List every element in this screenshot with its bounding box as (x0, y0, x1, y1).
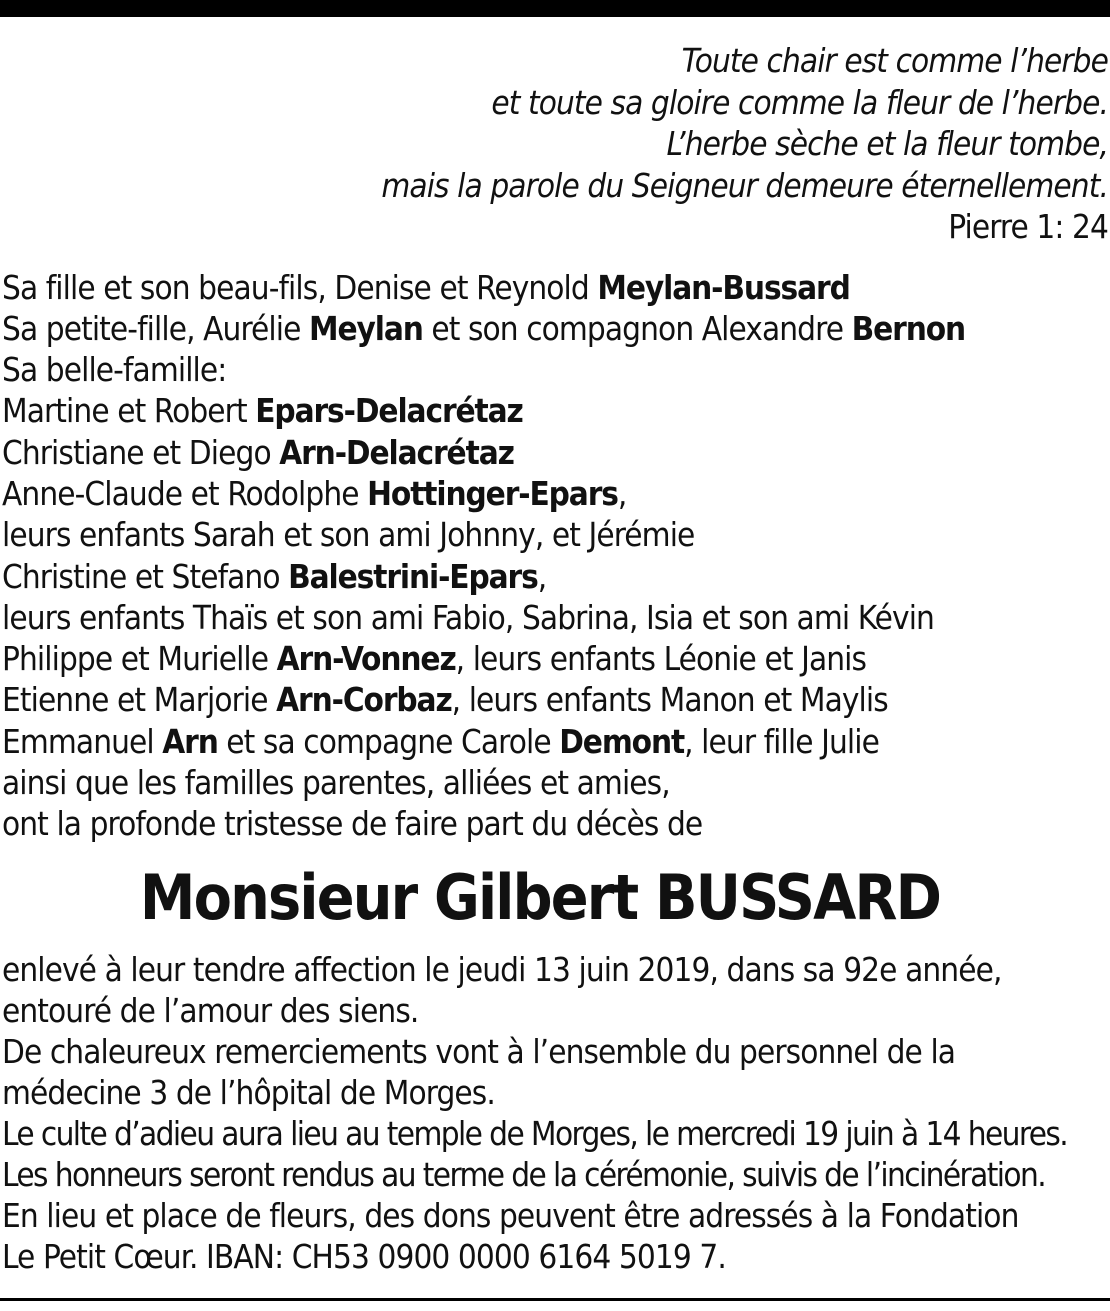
family-text: Christiane et Diego (2, 432, 280, 472)
family-text: , leur fille Julie (684, 721, 879, 761)
family-text: , (537, 556, 547, 596)
family-surname: Arn-Delacrétaz (279, 432, 514, 472)
body-line: enlevé à leur tendre affection le jeudi 13 juin 2019, dans sa 92e année, (2, 949, 1002, 989)
verse-line: L’herbe sèche et la fleur tombe, (666, 124, 1108, 163)
body-line: médecine 3 de l’hôpital de Morges. (2, 1072, 495, 1112)
verse-line: et toute sa gloire comme la fleur de l’herbe. (491, 82, 1108, 122)
family-surname: Hottinger-Epars (367, 473, 618, 513)
family-text: , leurs enfants Léonie et Janis (455, 639, 867, 679)
family-text: Anne-Claude et Rodolphe (2, 473, 368, 513)
family-text: ont la profonde tristesse de faire part du décès de (2, 804, 703, 844)
body-line: entouré de l’amour des siens. (2, 990, 419, 1030)
family-text: , (617, 473, 627, 513)
paragraph (2, 949, 1108, 1031)
family-surname: Arn (162, 721, 218, 761)
family-line (2, 679, 1108, 720)
family-text: Sa petite-fille, Aurélie (2, 308, 309, 348)
paragraph (2, 1113, 1108, 1195)
family-surname: Arn-Corbaz (276, 680, 452, 720)
family-line (2, 762, 1108, 803)
family-line (2, 390, 1108, 431)
family-surname: Bernon (851, 308, 966, 348)
family-surname: Meylan (309, 308, 423, 348)
family-line (2, 432, 1108, 473)
bible-verse (2, 40, 1108, 248)
body-line: Le Petit Cœur. IBAN: CH53 0900 0000 6164 5019 7. (2, 1236, 726, 1276)
family-surname: Epars-Delacrétaz (255, 391, 523, 431)
family-line (2, 638, 1108, 679)
verse-line: mais la parole du Seigneur demeure éternellement. (381, 165, 1108, 205)
paragraph (2, 1031, 1108, 1113)
obituary (2, 40, 1108, 1277)
family-surname: Demont (559, 721, 685, 761)
verse-line: Toute chair est comme l’herbe (681, 41, 1108, 80)
bottom-rule (0, 1298, 1110, 1301)
family-text: et son compagnon Alexandre (422, 308, 852, 348)
family-line (2, 308, 1108, 349)
family-line (2, 556, 1108, 597)
top-rule (0, 0, 1110, 17)
family-text: Christine et Stefano (2, 556, 289, 596)
family-text: Emmanuel (2, 721, 163, 761)
family-text: leurs enfants Sarah et son ami Johnny, et Jérémie (2, 515, 695, 555)
family-text: Philippe et Murielle (2, 639, 277, 679)
family-text: Sa fille et son beau-fils, Denise et Reynold (2, 267, 598, 307)
family-line (2, 267, 1108, 308)
family-line (2, 803, 1108, 844)
family-surname: Meylan-Bussard (597, 267, 850, 307)
obituary-body (2, 949, 1108, 1277)
body-line: En lieu et place de fleurs, des dons peuvent être adressés à la Fondation (2, 1195, 1019, 1235)
verse-reference: Pierre 1: 24 (948, 207, 1108, 246)
family-text: Sa belle-famille: (2, 350, 227, 390)
family-line (2, 597, 1108, 638)
paragraph (2, 1195, 1108, 1277)
family-surname: Arn-Vonnez (276, 639, 456, 679)
family-text: Martine et Robert (2, 391, 256, 431)
family-text: Etienne et Marjorie (2, 680, 277, 720)
family-line (2, 721, 1108, 762)
family-line (2, 349, 1108, 390)
family-text: ainsi que les familles parentes, alliées et amies, (2, 763, 670, 803)
deceased-name: Monsieur Gilbert BUSSARD (139, 860, 941, 934)
family-line (2, 514, 1108, 555)
body-line: Le culte d’adieu aura lieu au temple de Morges, le mercredi 19 juin à 14 heures. (2, 1113, 1068, 1153)
family-text: , leurs enfants Manon et Maylis (451, 680, 888, 720)
family-line (2, 473, 1108, 514)
family-text: leurs enfants Thaïs et son ami Fabio, Sabrina, Isia et son ami Kévin (2, 597, 934, 637)
family-surname: Balestrini-Epars (288, 556, 538, 596)
family-text: et sa compagne Carole (217, 721, 560, 761)
body-line: Les honneurs seront rendus au terme de la cérémonie, suivis de l’incinération. (2, 1154, 1046, 1194)
family-list (2, 267, 1108, 845)
body-line: De chaleureux remerciements vont à l’ensemble du personnel de la (2, 1031, 956, 1071)
